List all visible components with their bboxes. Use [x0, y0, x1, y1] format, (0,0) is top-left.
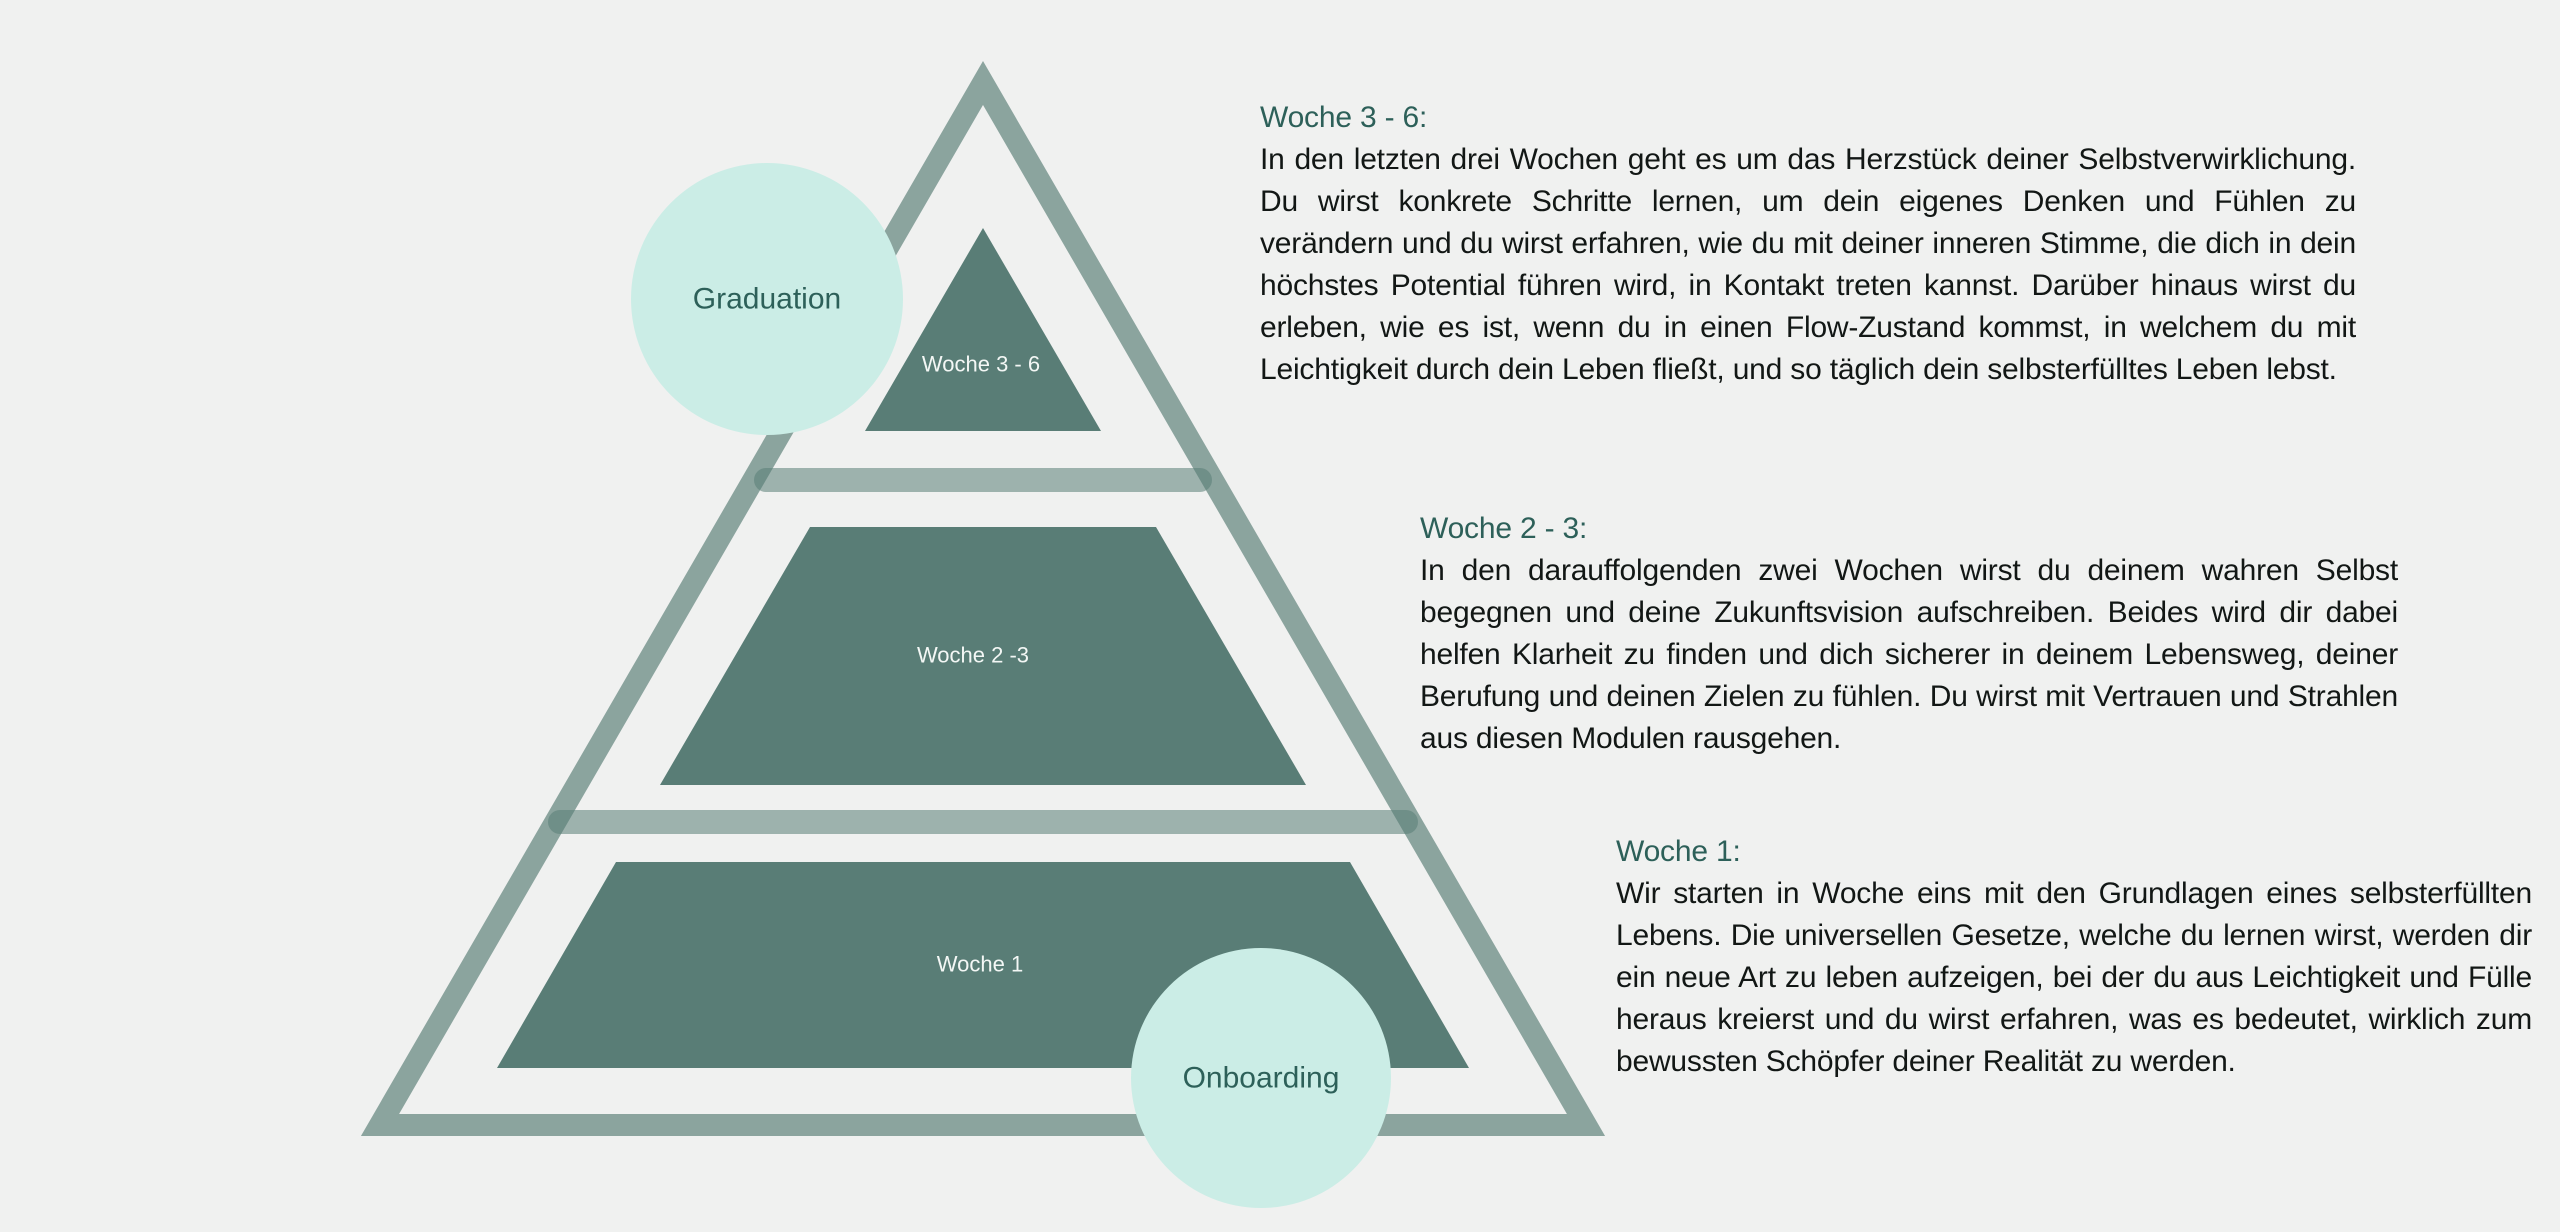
pyramid-section-top [865, 228, 1101, 431]
onboarding-label: Onboarding [1182, 1061, 1340, 1095]
text-block-heading: Woche 3 - 6: [1260, 101, 1428, 134]
text-block-woche-3-6 [1260, 97, 2356, 391]
text-block-body: Wir starten in Woche eins mit den Grundlagen eines selbsterfüllten Lebens. Die universellen Gesetze, welche du lernen wirst, werden dir ein neue Art zu leben aufzeigen, bei der du aus Leichtigkeit und Fülle heraus kreierst und du wirst erfahren, was es bedeutet, wirklich zum bewussten Schöpfer deiner Realität zu werden. [1616, 877, 2532, 1078]
text-block-body: In den darauffolgenden zwei Wochen wirst du deinem wahren Selbst begegnen und deine Zukunftsvision aufschreiben. Beides wird dir dabei helfen Klarheit zu finden und dich sicherer in deinem Lebensweg, deiner Berufung und deinen Zielen zu fühlen. Du wirst mit Vertrauen und Strahlen aus diesen Modulen rausgehen. [1420, 554, 2398, 755]
text-block-heading: Woche 1: [1616, 835, 1741, 868]
text-block-body: In den letzten drei Wochen geht es um das Herzstück deiner Selbstverwirklichung. Du wirst konkrete Schritte lernen, um dein eigenes Denken und Fühlen zu verändern und du wirst erfahren, wie du mit deiner inneren Stimme, die dich in dein höchstes Potential führen wird, in Kontakt treten kannst. Darüber hinaus wirst du erleben, wie es ist, wenn du in einen Flow-Zustand kommst, in welchem du mit Leichtigkeit durch dein Leben fließt, und so täglich dein selbsterfülltes Leben lebst. [1260, 143, 2356, 386]
graduation-label: Graduation [692, 282, 842, 316]
text-block-woche-1 [1616, 831, 2532, 1083]
section-label-woche-2-3: Woche 2 -3 [916, 642, 1030, 668]
text-block-woche-2-3 [1420, 508, 2398, 760]
section-label-woche-1: Woche 1 [936, 951, 1024, 977]
section-label-woche-3-6: Woche 3 - 6 [921, 351, 1041, 377]
text-block-heading: Woche 2 - 3: [1420, 512, 1588, 545]
